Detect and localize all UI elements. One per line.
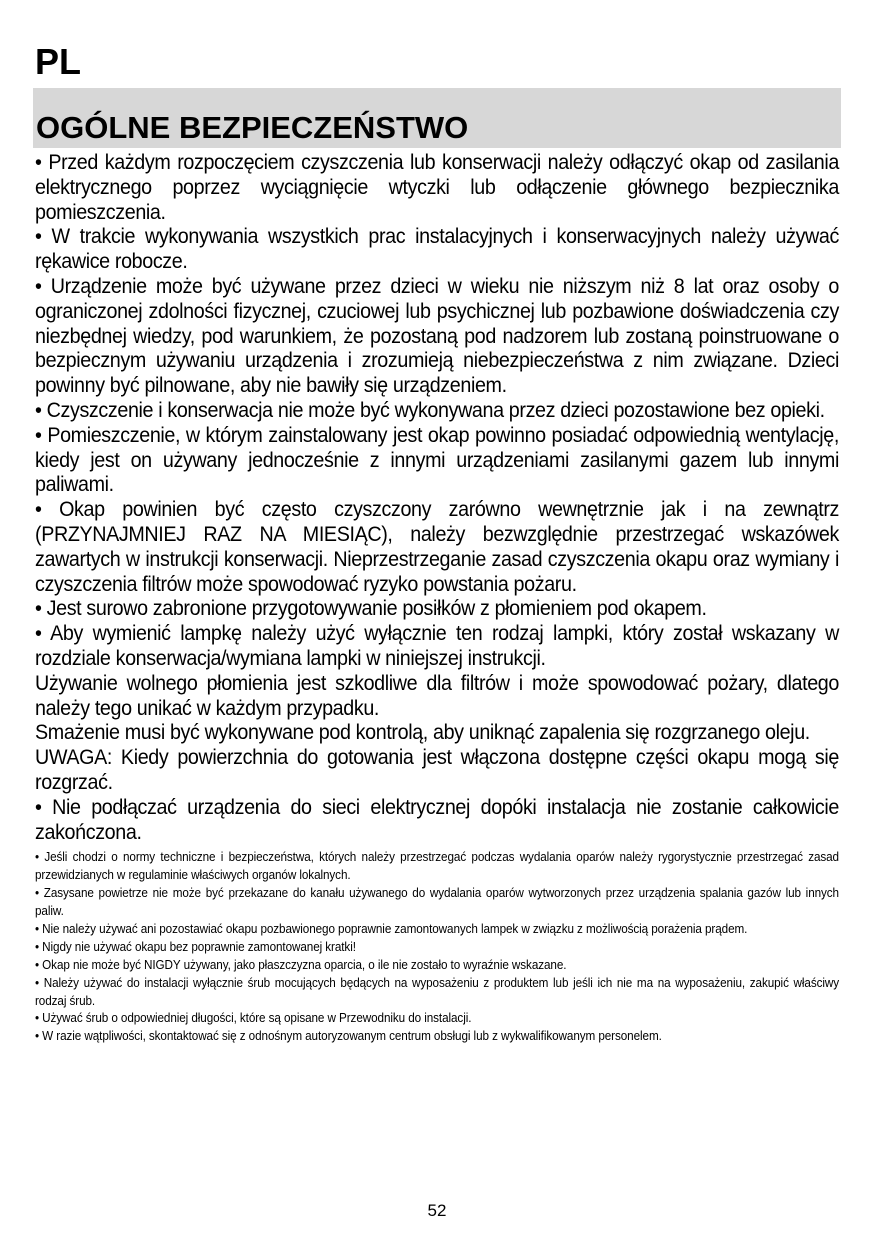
paragraph: • Okap powinien być często czyszczony zarówno wewnętrznie jak i na zewnątrz (PRZYNAJMNIEJ RAZ NA MIESIĄC), należy bezwzględnie przestrzegać wskazówek zawartych w instrukcji konserwacji. Nieprzestrzeganie zasad czyszczenia okapu oraz wymiany i czyszczenia filtrów może spowodować ryzyko powstania pożaru. bbox=[35, 498, 839, 596]
small-paragraph: • Używać śrub o odpowiedniej długości, które są opisane w Przewodniku do instalacji. bbox=[35, 1011, 472, 1026]
paragraph: • Przed każdym rozpoczęciem czyszczenia lub konserwacji należy odłączyć okap od zasilania elektrycznego poprzez wyciągnięcie wtyczki lub odłączenie głównego bezpiecznika pomieszczenia. bbox=[35, 151, 839, 224]
page-number: 52 bbox=[427, 1201, 447, 1220]
paragraph: • Jest surowo zabronione przygotowywanie posiłków z płomieniem pod okapem. bbox=[35, 597, 707, 621]
small-paragraph: • Okap nie może być NIGDY używany, jako płaszczyzna oparcia, o ile nie zostało to wyraźnie wskazane. bbox=[35, 957, 567, 972]
paragraph: • Czyszczenie i konserwacja nie może być wykonywana przez dzieci pozostawione bez opieki. bbox=[35, 398, 825, 422]
paragraph: • Urządzenie może być używane przez dzieci w wieku nie niższym niż 8 lat oraz osoby o ograniczonej zdolności fizycznej, czuciowej lub psychicznej lub pozbawione doświadczenia czy niezbędnej wiedzy, pod warunkiem, że pozostaną pod nadzorem lub zostaną poinstruowane o bezpiecznym używaniu urządzenia i zrozumieją niebezpieczeństwa z nim związane. Dzieci powinny być pilnowane, aby nie bawiły się urządzeniem. bbox=[35, 274, 839, 398]
paragraph: • Nie podłączać urządzenia do sieci elektrycznej dopóki instalacja nie zostanie całkowicie zakończona. bbox=[35, 795, 839, 844]
small-paragraph: • Zasysane powietrze nie może być przekazane do kanału używanego do wydalania oparów wytworzonych przez urządzenia spalania gazów lub innych paliw. bbox=[35, 886, 839, 919]
small-paragraph: • Należy używać do instalacji wyłącznie śrub mocujących będących na wyposażeniu z produktem lub jeśli ich nie ma na wyposażeniu, zakupić właściwy rodzaj śrub. bbox=[35, 975, 839, 1008]
section-title: OGÓLNE BEZPIECZEŃSTWO bbox=[36, 110, 469, 145]
paragraph: • Aby wymienić lampkę należy użyć wyłącznie ten rodzaj lampki, który został wskazany w rozdziale konserwacja/wymiana lampki w niniejszej instrukcji. bbox=[35, 622, 839, 670]
paragraph: Używanie wolnego płomienia jest szkodliwe dla filtrów i może spowodować pożary, dlatego należy tego unikać w każdym przypadku. bbox=[35, 671, 839, 720]
fine-print-paragraphs bbox=[35, 849, 839, 1046]
section-heading-bar bbox=[33, 88, 841, 148]
paragraph: • Pomieszczenie, w którym zainstalowany jest okap powinno posiadać odpowiednią wentylację, kiedy jest on używany jednocześnie z innymi urządzeniami zasilanymi gazem lub innymi paliwami. bbox=[35, 423, 839, 497]
small-paragraph: • Nigdy nie używać okapu bez poprawnie zamontowanej kratki! bbox=[35, 939, 356, 954]
paragraph: UWAGA: Kiedy powierzchnia do gotowania jest włączona dostępne części okapu mogą się rozgrzać. bbox=[35, 746, 839, 794]
safety-paragraphs bbox=[35, 151, 839, 845]
small-paragraph: • Nie należy używać ani pozostawiać okapu pozbawionego poprawnie zamontowanych lampek w związku z możliwością porażenia prądem. bbox=[35, 921, 748, 936]
document-body bbox=[35, 151, 839, 1046]
language-code: PL bbox=[35, 41, 82, 82]
small-paragraph: • Jeśli chodzi o normy techniczne i bezpieczeństwa, których należy przestrzegać podczas wydalania oparów należy rygorystycznie przestrzegać zasad przewidzianych w regulaminie właściwych organów lokalnych. bbox=[35, 850, 839, 883]
paragraph: • W trakcie wykonywania wszystkich prac instalacyjnych i konserwacyjnych należy używać rękawice robocze. bbox=[35, 225, 839, 274]
paragraph: Smażenie musi być wykonywane pod kontrolą, aby uniknąć zapalenia się rozgrzanego oleju. bbox=[35, 721, 810, 745]
small-paragraph: • W razie wątpliwości, skontaktować się z odnośnym autoryzowanym centrum obsługi lub z wykwalifikowanym personelem. bbox=[35, 1029, 662, 1044]
